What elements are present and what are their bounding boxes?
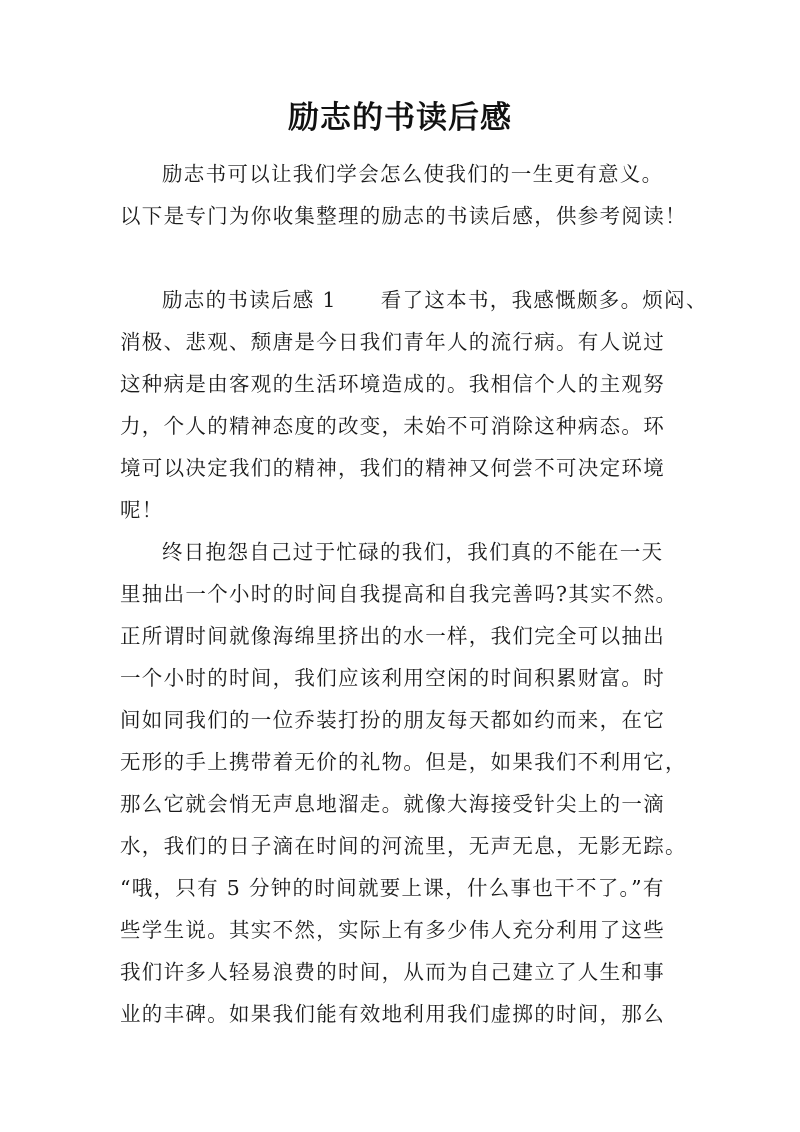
paragraph-2-line: 我们许多人轻易浪费的时间，从而为自己建立了人生和事	[120, 960, 665, 984]
paragraph-2-line: 那么它就会悄无声息地溜走。就像大海接受针尖上的一滴	[120, 792, 665, 816]
paragraph-2-first-line: 终日抱怨自己过于忙碌的我们，我们真的不能在一天	[162, 540, 664, 564]
intro-line-1: 励志书可以让我们学会怎么使我们的一生更有意义。	[162, 162, 664, 186]
paragraph-2-line: 里抽出一个小时的时间自我提高和自我完善吗?其实不然。	[120, 582, 678, 606]
section-1-first-line-text: 看了这本书，我感慨颇多。烦闷、	[380, 288, 708, 312]
paragraph-2-line: 无形的手上携带着无价的礼物。但是，如果我们不利用它，	[120, 750, 687, 774]
paragraph-2-line: 些学生说。其实不然，实际上有多少伟人充分利用了这些	[120, 918, 665, 942]
paragraph-2-line: 水，我们的日子滴在时间的河流里，无声无息，无影无踪。	[120, 834, 687, 858]
document-title: 励志的书读后感	[288, 100, 512, 136]
intro-line-2: 以下是专门为你收集整理的励志的书读后感，供参考阅读！	[120, 204, 687, 228]
paragraph-2-line: 一个小时的时间，我们应该利用空闲的时间积累财富。时	[120, 666, 665, 690]
section-1-line: 呢！	[120, 498, 164, 522]
section-1-first-line	[162, 284, 708, 316]
paragraph-2-line: 正所谓时间就像海绵里挤出的水一样，我们完全可以抽出	[120, 624, 665, 648]
section-1-line: 这种病是由客观的生活环境造成的。我相信个人的主观努	[120, 372, 665, 396]
section-1-line: 境可以决定我们的精神，我们的精神又何尝不可决定环境	[120, 456, 665, 480]
section-1-heading: 励志的书读后感 1	[162, 288, 337, 312]
paragraph-2-line: 间如同我们的一位乔装打扮的朋友每天都如约而来，在它	[120, 708, 665, 732]
paragraph-2-line: “哦，只有 5 分钟的时间就要上课，什么事也干不了。”有	[120, 876, 665, 900]
section-1-line: 消极、悲观、颓唐是今日我们青年人的流行病。有人说过	[120, 330, 665, 354]
section-1-line: 力，个人的精神态度的改变，未始不可消除这种病态。环	[120, 414, 665, 438]
paragraph-2-line: 业的丰碑。如果我们能有效地利用我们虚掷的时间，那么	[120, 1002, 665, 1026]
